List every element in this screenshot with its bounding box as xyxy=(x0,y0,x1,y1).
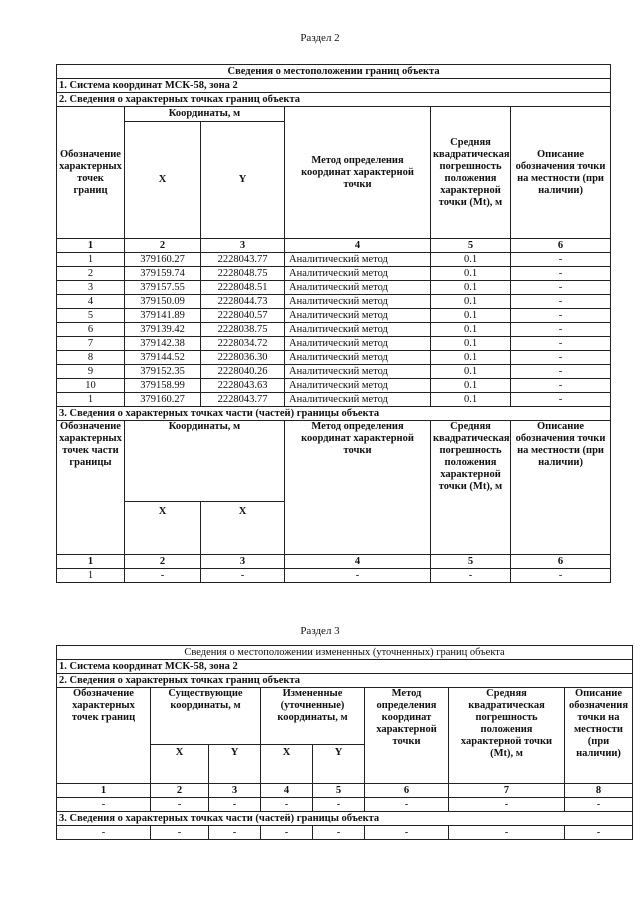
col-number: 6 xyxy=(511,555,611,569)
cell-x: 379142.38 xyxy=(125,337,201,351)
cell-y: 2228034.72 xyxy=(201,337,285,351)
cell-y2: - xyxy=(313,798,365,812)
cell-y: 2228036.30 xyxy=(201,351,285,365)
cell-y: 2228044.73 xyxy=(201,295,285,309)
cell-y: 2228043.77 xyxy=(201,393,285,407)
cell-method: Аналитический метод xyxy=(285,253,431,267)
table-row xyxy=(57,351,611,365)
cell-x: 379157.55 xyxy=(125,281,201,295)
cell-y: 2228043.63 xyxy=(201,379,285,393)
col-number: 4 xyxy=(285,555,431,569)
header-method: Метод определения координат характерной точки xyxy=(365,688,449,784)
cell-precision: 0.1 xyxy=(431,393,511,407)
header-point-designation: Обозначение характерных точек границ xyxy=(57,107,125,239)
cell-description: - xyxy=(511,323,611,337)
cell-method: Аналитический метод xyxy=(285,295,431,309)
cell-x: 379159.74 xyxy=(125,267,201,281)
cell-method: Аналитический метод xyxy=(285,379,431,393)
cell-method: Аналитический метод xyxy=(285,281,431,295)
cell-method: Аналитический метод xyxy=(285,323,431,337)
parts-header-y: X xyxy=(201,502,285,555)
col-number: 5 xyxy=(431,555,511,569)
header-precision: Средняя квадратическая погрешность положения характерной точки (Mt), м xyxy=(431,107,511,239)
cell-point: 9 xyxy=(57,365,125,379)
cell-point: 7 xyxy=(57,337,125,351)
cell-point: - xyxy=(57,798,151,812)
table-row xyxy=(57,393,611,407)
cell-y: 2228043.77 xyxy=(201,253,285,267)
cell-x2: - xyxy=(261,798,313,812)
cell-method: Аналитический метод xyxy=(285,337,431,351)
col-number: 7 xyxy=(449,784,565,798)
cell-description: - xyxy=(511,379,611,393)
column-number-row xyxy=(57,784,633,798)
cell-description: - xyxy=(511,309,611,323)
header-y1: Y xyxy=(209,745,261,784)
parts-table-row xyxy=(57,569,611,583)
cell-x: - xyxy=(125,569,201,583)
cell-y: 2228040.26 xyxy=(201,365,285,379)
col-number: 6 xyxy=(365,784,449,798)
table-row xyxy=(57,253,611,267)
cell-precision: 0.1 xyxy=(431,351,511,365)
col-number: 1 xyxy=(57,555,125,569)
cell-precision: 0.1 xyxy=(431,309,511,323)
cell-precision: 0.1 xyxy=(431,337,511,351)
table-row xyxy=(57,267,611,281)
header-method: Метод определения координат характерной точки xyxy=(285,107,431,239)
cell-description: - xyxy=(511,281,611,295)
cell-method: - xyxy=(285,569,431,583)
cell-method: Аналитический метод xyxy=(285,351,431,365)
col-number: 3 xyxy=(209,784,261,798)
cell-point: 1 xyxy=(57,569,125,583)
cell-description: - xyxy=(511,267,611,281)
cell-x: 379139.42 xyxy=(125,323,201,337)
table-row xyxy=(57,295,611,309)
cell-y: 2228048.75 xyxy=(201,267,285,281)
cell-point: 1 xyxy=(57,253,125,267)
table-row xyxy=(57,337,611,351)
header-coordinates: Координаты, м xyxy=(125,107,285,122)
col-number: 2 xyxy=(151,784,209,798)
header-y2: Y xyxy=(313,745,365,784)
cell-description: - xyxy=(565,798,633,812)
cell-precision: 0.1 xyxy=(431,267,511,281)
header-x1: X xyxy=(151,745,209,784)
cell-y1: - xyxy=(209,826,261,840)
parts-header-point-designation: Обозначение характерных точек части границы xyxy=(57,421,125,555)
table-title: Сведения о местоположении измененных (уточненных) границ объекта xyxy=(57,646,633,660)
cell-description: - xyxy=(511,393,611,407)
col-number: 8 xyxy=(565,784,633,798)
parts-header-coordinates: Координаты, м xyxy=(125,421,285,502)
parts-header-precision: Средняя квадратическая погрешность положения характерной точки (Mt), м xyxy=(431,421,511,555)
parts-header-x: X xyxy=(125,502,201,555)
col-number: 5 xyxy=(313,784,365,798)
cell-x: 379152.35 xyxy=(125,365,201,379)
cell-y: 2228038.75 xyxy=(201,323,285,337)
cell-method: - xyxy=(365,826,449,840)
cell-method: Аналитический метод xyxy=(285,309,431,323)
header-point-designation: Обозначение характерных точек границ xyxy=(57,688,151,784)
cell-precision: - xyxy=(431,569,511,583)
col-number: 5 xyxy=(431,239,511,253)
cell-y: 2228048.51 xyxy=(201,281,285,295)
cell-point: 5 xyxy=(57,309,125,323)
cell-x: 379160.27 xyxy=(125,393,201,407)
cell-y: - xyxy=(201,569,285,583)
cell-precision: 0.1 xyxy=(431,323,511,337)
table-row xyxy=(57,281,611,295)
col-number: 4 xyxy=(261,784,313,798)
table-row xyxy=(57,309,611,323)
header-description: Описание обозначения точки на местности (при наличии) xyxy=(565,688,633,784)
section-3-table xyxy=(56,645,633,840)
cell-x: 379158.99 xyxy=(125,379,201,393)
cell-point: 1 xyxy=(57,393,125,407)
col-number: 6 xyxy=(511,239,611,253)
column-number-row xyxy=(57,239,611,253)
col-number: 2 xyxy=(125,239,201,253)
cell-point: 6 xyxy=(57,323,125,337)
points-heading-row: 2. Сведения о характерных точках границ объекта xyxy=(57,674,633,688)
parts-column-number-row xyxy=(57,555,611,569)
coordinate-system-row: 1. Система координат МСК-58, зона 2 xyxy=(57,79,611,93)
col-number: 1 xyxy=(57,784,151,798)
cell-description: - xyxy=(511,337,611,351)
cell-y1: - xyxy=(209,798,261,812)
cell-precision: 0.1 xyxy=(431,253,511,267)
cell-x2: - xyxy=(261,826,313,840)
cell-y2: - xyxy=(313,826,365,840)
section-2-table xyxy=(56,64,611,583)
table-row xyxy=(57,365,611,379)
cell-description: - xyxy=(565,826,633,840)
cell-x: 379160.27 xyxy=(125,253,201,267)
table-row xyxy=(57,379,611,393)
parts-header-description: Описание обозначения точки на местности (при наличии) xyxy=(511,421,611,555)
col-number: 4 xyxy=(285,239,431,253)
cell-point: 8 xyxy=(57,351,125,365)
section-2-title: Раздел 2 xyxy=(300,32,340,44)
cell-description: - xyxy=(511,351,611,365)
cell-method: Аналитический метод xyxy=(285,365,431,379)
cell-x: 379150.09 xyxy=(125,295,201,309)
header-changed-coordinates: Измененные (уточненные) координаты, м xyxy=(261,688,365,745)
cell-x: 379144.52 xyxy=(125,351,201,365)
header-description: Описание обозначения точки на местности (при наличии) xyxy=(511,107,611,239)
cell-point: 10 xyxy=(57,379,125,393)
points-heading-row: 2. Сведения о характерных точках границ объекта xyxy=(57,93,611,107)
cell-x1: - xyxy=(151,798,209,812)
cell-precision: - xyxy=(449,798,565,812)
col-number: 3 xyxy=(201,555,285,569)
cell-precision: - xyxy=(449,826,565,840)
cell-precision: 0.1 xyxy=(431,365,511,379)
header-y: Y xyxy=(201,122,285,239)
table-title: Сведения о местоположении границ объекта xyxy=(57,65,611,79)
table-row xyxy=(57,798,633,812)
cell-point: 2 xyxy=(57,267,125,281)
cell-description: - xyxy=(511,365,611,379)
coordinate-system-row: 1. Система координат МСК-58, зона 2 xyxy=(57,660,633,674)
cell-method: - xyxy=(365,798,449,812)
header-x2: X xyxy=(261,745,313,784)
cell-point: - xyxy=(57,826,151,840)
header-precision: Средняя квадратическая погрешность положения характерной точки (Mt), м xyxy=(449,688,565,784)
table-row xyxy=(57,323,611,337)
header-x: X xyxy=(125,122,201,239)
header-existing-coordinates: Существующие координаты, м xyxy=(151,688,261,745)
cell-point: 3 xyxy=(57,281,125,295)
cell-description: - xyxy=(511,569,611,583)
cell-x1: - xyxy=(151,826,209,840)
section-3-title: Раздел 3 xyxy=(300,625,340,637)
cell-precision: 0.1 xyxy=(431,379,511,393)
col-number: 2 xyxy=(125,555,201,569)
cell-method: Аналитический метод xyxy=(285,393,431,407)
parts-heading-row: 3. Сведения о характерных точках части (частей) границы объекта xyxy=(57,407,611,421)
parts-heading-row: 3. Сведения о характерных точках части (частей) границы объекта xyxy=(57,812,633,826)
cell-x: 379141.89 xyxy=(125,309,201,323)
col-number: 1 xyxy=(57,239,125,253)
cell-point: 4 xyxy=(57,295,125,309)
col-number: 3 xyxy=(201,239,285,253)
cell-y: 2228040.57 xyxy=(201,309,285,323)
parts-table-row xyxy=(57,826,633,840)
cell-precision: 0.1 xyxy=(431,295,511,309)
cell-description: - xyxy=(511,253,611,267)
cell-precision: 0.1 xyxy=(431,281,511,295)
parts-header-method: Метод определения координат характерной точки xyxy=(285,421,431,555)
cell-method: Аналитический метод xyxy=(285,267,431,281)
cell-description: - xyxy=(511,295,611,309)
